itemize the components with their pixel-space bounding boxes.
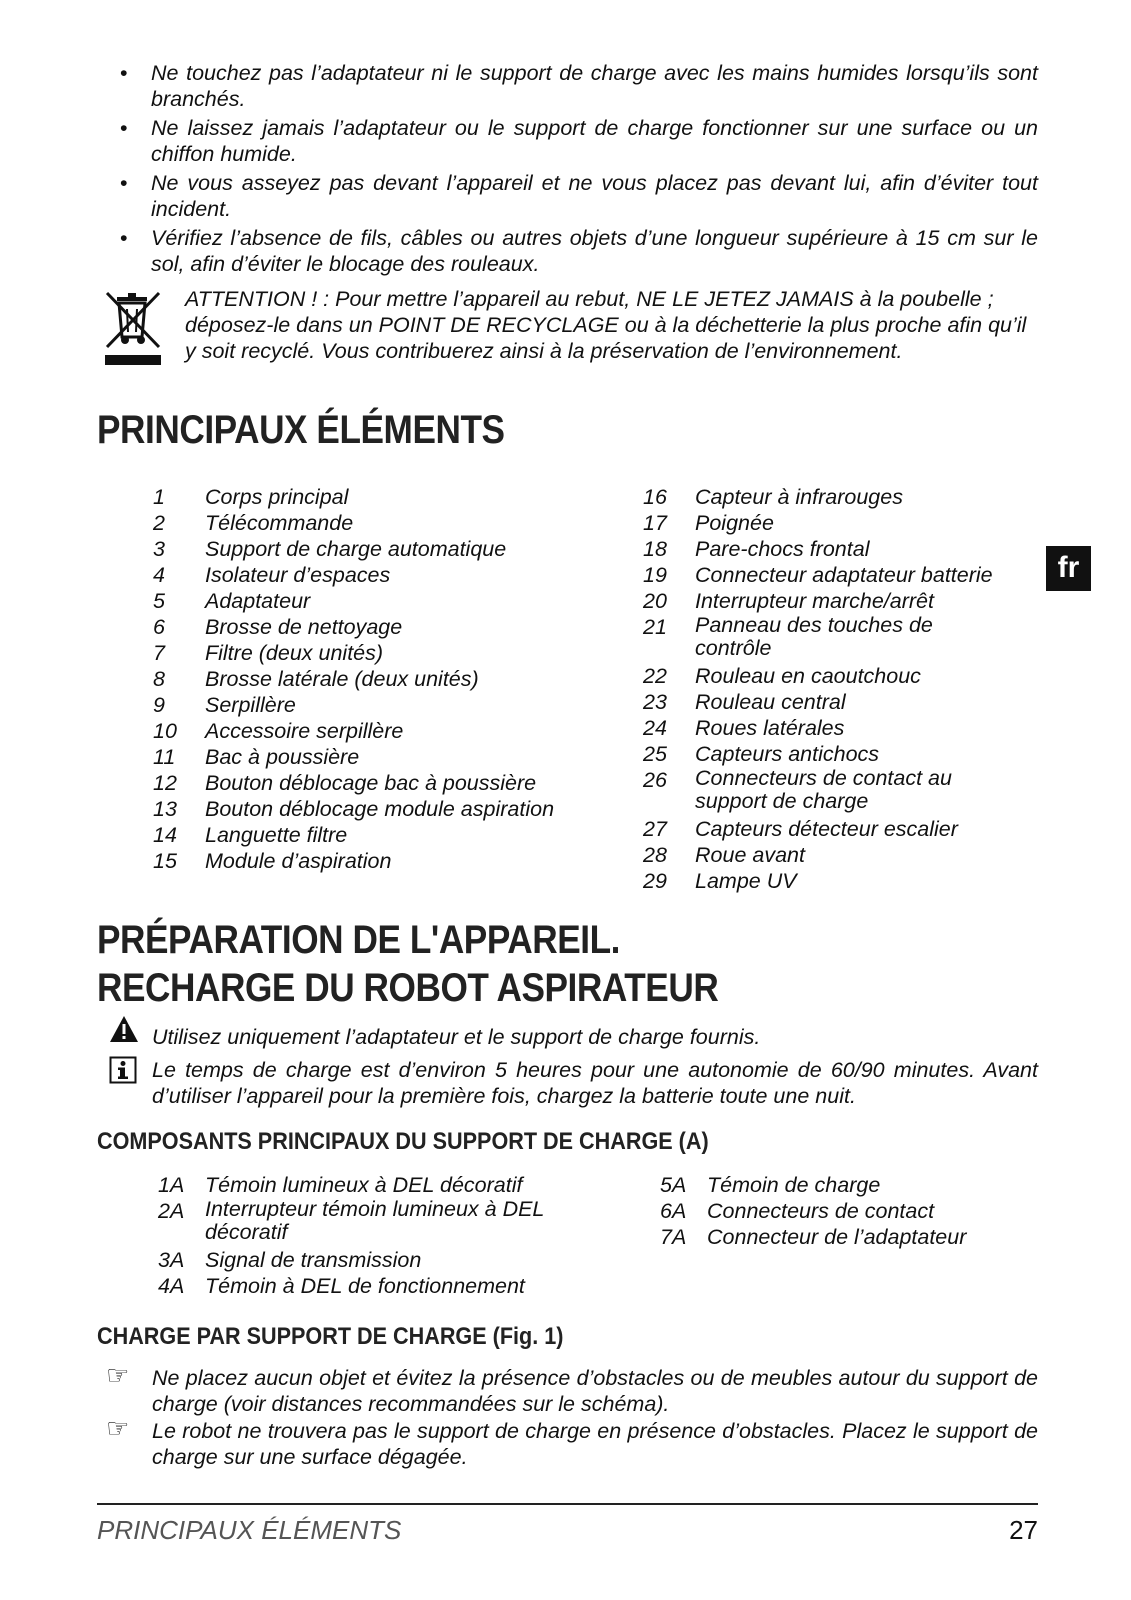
item-number: 6 (153, 615, 165, 639)
bullet-symbol: • (120, 226, 128, 250)
item-number: 11 (153, 745, 176, 769)
item-label: Filtre (deux unités) (205, 641, 384, 665)
item-label: Connecteurs de contact (707, 1199, 935, 1223)
list-item (153, 822, 593, 848)
list-item (158, 1273, 608, 1299)
dock-components-left (158, 1172, 608, 1299)
bullet-item (113, 225, 1038, 277)
list-item (153, 536, 593, 562)
footer-section-name: PRINCIPAUX ÉLÉMENTS (97, 1515, 402, 1545)
list-item (643, 588, 1033, 614)
section-title: PRINCIPAUX ÉLÉMENTS (97, 408, 505, 452)
list-item (660, 1198, 1040, 1224)
list-item (153, 770, 593, 796)
list-item (153, 744, 593, 770)
section-title-line1: PRÉPARATION DE L'APPAREIL. (97, 918, 621, 962)
bullet-text: Ne laissez jamais l’adaptateur ou le support de charge fonctionner sur une surface ou un chiffon humide. (151, 116, 1038, 166)
item-label: Support de charge automatique (205, 537, 507, 561)
item-label: Rouleau central (695, 690, 846, 714)
info-box-icon (109, 1056, 137, 1084)
list-item (153, 718, 593, 744)
item-number: 5 (153, 589, 165, 613)
item-label: Panneau des touches de contrôle (695, 613, 933, 660)
recycle-notice: ATTENTION ! : Pour mettre l’appareil au rebut, NE LE JETEZ JAMAIS à la poubelle ; déposez-le dans un POINT DE RECYCLAGE ou à la déchetterie la plus proche afin qu’il y soit recyclé. Vous contribuerez ainsi à la préservation de l’environnement. (185, 287, 1027, 363)
hand-note: Le robot ne trouvera pas le support de charge en présence d’obstacles. Placez le support de charge sur une surface dégagée. (152, 1419, 1038, 1469)
list-item (643, 663, 1033, 689)
item-number: 24 (643, 716, 667, 740)
item-label: Adaptateur (205, 589, 311, 613)
item-number: 27 (643, 817, 667, 841)
bullet-item (113, 115, 1038, 167)
list-item (158, 1247, 608, 1273)
item-label: Accessoire serpillère (205, 719, 404, 743)
item-label: Connecteur de l’adaptateur (707, 1225, 967, 1249)
bullet-text: Ne touchez pas l’adaptateur ni le support de charge avec les mains humides lorsqu’ils sont branchés. (151, 61, 1038, 111)
item-label: Lampe UV (695, 869, 797, 893)
list-item (153, 640, 593, 666)
item-number: 20 (643, 589, 667, 613)
item-number: 18 (643, 537, 667, 561)
list-item (643, 484, 1033, 510)
item-label: Télécommande (205, 511, 354, 535)
item-label: Capteurs antichocs (695, 742, 880, 766)
item-label: Serpillère (205, 693, 296, 717)
item-number: 19 (643, 563, 667, 587)
bullet-text: Vérifiez l’absence de fils, câbles ou autres objets d’une longueur supérieure à 15 cm sur le sol, afin d’éviter le blocage des rouleaux. (151, 226, 1038, 276)
list-item (153, 848, 593, 874)
page-number: 27 (1009, 1515, 1038, 1545)
pointing-hand-icon: ☞ (106, 1361, 130, 1391)
list-item (153, 666, 593, 692)
item-label: Roue avant (695, 843, 805, 867)
section-title-line2: RECHARGE DU ROBOT ASPIRATEUR (97, 966, 719, 1010)
list-item (643, 562, 1033, 588)
list-item (153, 562, 593, 588)
pointing-hand-icon: ☞ (106, 1414, 130, 1444)
item-label: Bac à poussière (205, 745, 360, 769)
bullet-item (113, 170, 1038, 222)
item-number: 17 (643, 511, 667, 535)
item-label: Témoin à DEL de fonctionnement (205, 1274, 525, 1298)
item-number: 2A (158, 1199, 185, 1223)
item-number: 15 (153, 849, 177, 873)
dock-components-right (660, 1172, 1040, 1250)
item-number: 26 (643, 768, 667, 792)
item-label: Rouleau en caoutchouc (695, 664, 921, 688)
item-label: Brosse de nettoyage (205, 615, 403, 639)
warning-triangle-icon (108, 1014, 140, 1044)
warning-text: Utilisez uniquement l’adaptateur et le support de charge fournis. (152, 1025, 761, 1049)
list-item (660, 1224, 1040, 1250)
list-item (643, 536, 1033, 562)
list-item (643, 510, 1033, 536)
bullet-text: Ne vous asseyez pas devant l’appareil et ne vous placez pas devant lui, afin d’éviter tout incident. (151, 171, 1038, 221)
safety-bullet-list (113, 60, 1038, 280)
item-label: Interrupteur témoin lumineux à DEL décoratif (205, 1197, 545, 1244)
list-item (660, 1172, 1040, 1198)
item-number: 4A (158, 1274, 185, 1298)
list-item (643, 614, 1033, 660)
list-item (153, 796, 593, 822)
item-label: Témoin lumineux à DEL décoratif (205, 1173, 523, 1197)
item-number: 13 (153, 797, 177, 821)
list-item (153, 484, 593, 510)
item-number: 4 (153, 563, 165, 587)
list-item (643, 816, 1033, 842)
item-number: 3A (158, 1248, 185, 1272)
item-number: 14 (153, 823, 177, 847)
item-number: 21 (643, 615, 667, 639)
item-label: Témoin de charge (707, 1173, 881, 1197)
item-number: 9 (153, 693, 165, 717)
footer-divider (97, 1503, 1038, 1505)
item-number: 10 (153, 719, 177, 743)
list-item (643, 689, 1033, 715)
list-item (158, 1198, 608, 1244)
item-number: 1 (153, 485, 165, 509)
item-number: 7 (153, 641, 165, 665)
item-number: 1A (158, 1173, 185, 1197)
item-label: Pare-chocs frontal (695, 537, 870, 561)
item-label: Module d’aspiration (205, 849, 392, 873)
list-item (643, 767, 1033, 813)
bullet-symbol: • (120, 171, 128, 195)
list-item (643, 715, 1033, 741)
list-item (153, 614, 593, 640)
parts-list-left (153, 484, 593, 874)
item-number: 6A (660, 1199, 687, 1223)
item-number: 23 (643, 690, 667, 714)
list-item (153, 588, 593, 614)
list-item (158, 1172, 608, 1198)
bullet-item (113, 60, 1038, 112)
list-item (643, 842, 1033, 868)
item-label: Corps principal (205, 485, 349, 509)
bullet-symbol: • (120, 116, 128, 140)
item-number: 8 (153, 667, 165, 691)
hand-note: Ne placez aucun objet et évitez la présence d’obstacles ou de meubles autour du support de charge (voir distances recommandées sur le schéma). (152, 1366, 1038, 1416)
item-label: Interrupteur marche/arrêt (695, 589, 934, 613)
item-label: Poignée (695, 511, 774, 535)
item-number: 28 (643, 843, 667, 867)
item-label: Capteurs détecteur escalier (695, 817, 958, 841)
item-number: 29 (643, 869, 667, 893)
list-item (643, 741, 1033, 767)
crossed-out-wheelie-bin-icon (103, 287, 163, 367)
subsection-title: CHARGE PAR SUPPORT DE CHARGE (Fig. 1) (97, 1323, 564, 1350)
subsection-title: COMPOSANTS PRINCIPAUX DU SUPPORT DE CHARGE (A) (97, 1128, 709, 1155)
item-number: 25 (643, 742, 667, 766)
parts-list-right (643, 484, 1033, 894)
list-item (153, 510, 593, 536)
item-label: Isolateur d’espaces (205, 563, 391, 587)
item-label: Connecteurs de contact au support de charge (695, 766, 952, 813)
item-label: Capteur à infrarouges (695, 485, 903, 509)
item-number: 22 (643, 664, 667, 688)
item-label: Brosse latérale (deux unités) (205, 667, 479, 691)
item-number: 5A (660, 1173, 687, 1197)
item-label: Signal de transmission (205, 1248, 422, 1272)
list-item (643, 868, 1033, 894)
bullet-symbol: • (120, 61, 128, 85)
item-label: Roues latérales (695, 716, 845, 740)
item-number: 2 (153, 511, 165, 535)
item-label: Connecteur adaptateur batterie (695, 563, 993, 587)
item-label: Languette filtre (205, 823, 348, 847)
item-number: 7A (660, 1225, 687, 1249)
item-number: 16 (643, 485, 667, 509)
item-label: Bouton déblocage bac à poussière (205, 771, 537, 795)
item-number: 12 (153, 771, 177, 795)
language-tab: fr (1046, 546, 1091, 591)
info-text: Le temps de charge est d’environ 5 heures pour une autonomie de 60/90 minutes. Avant d’utiliser l’appareil pour la première fois, chargez la batterie toute une nuit. (152, 1058, 1038, 1108)
item-label: Bouton déblocage module aspiration (205, 797, 555, 821)
list-item (153, 692, 593, 718)
item-number: 3 (153, 537, 165, 561)
